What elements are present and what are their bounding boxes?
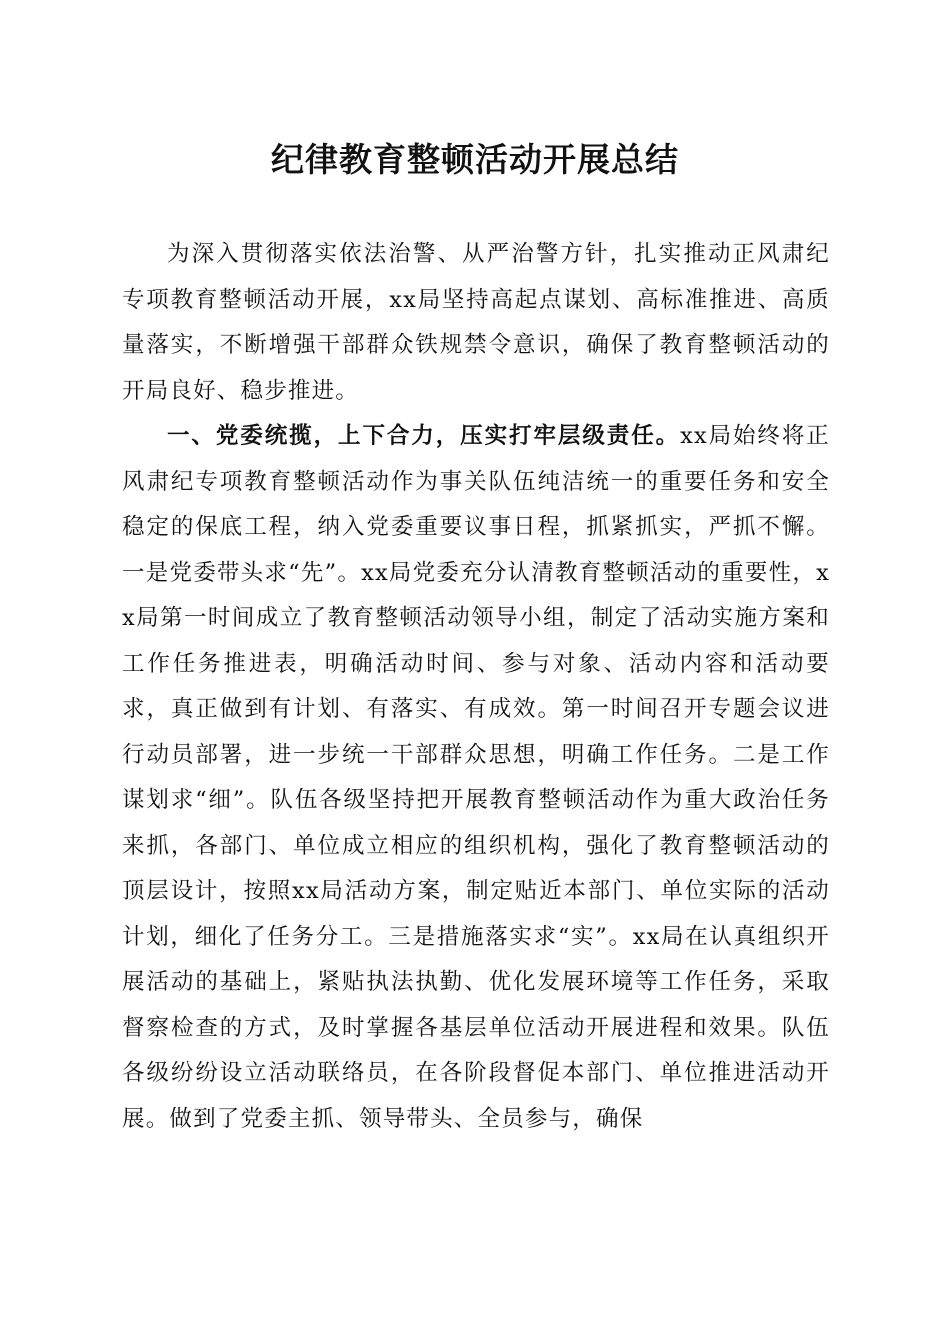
section-one-heading: 一、党委统揽，上下合力，压实打牢层级责任。: [167, 423, 681, 449]
document-body: [122, 232, 830, 1142]
section-one-text: xx局始终将正风肃纪专项教育整顿活动作为事关队伍纯洁统一的重要任务和安全稳定的保底工程，纳入党委重要议事日程，抓紧抓实，严抓不懈。一是党委带头求“先”。xx局党委充分认清教育整顿活动的重要性，xx局第一时间成立了教育整顿活动领导小组，制定了活动实施方案和工作任务推进表，明确活动时间、参与对象、活动内容和活动要求，真正做到有计划、有落实、有成效。第一时间召开专题会议进行动员部署，进一步统一干部群众思想，明确工作任务。二是工作谋划求“细”。队伍各级坚持把开展教育整顿活动作为重大政治任务来抓，各部门、单位成立相应的组织机构，强化了教育整顿活动的顶层设计，按照xx局活动方案，制定贴近本部门、单位实际的活动计划，细化了任务分工。三是措施落实求“实”。xx局在认真组织开展活动的基础上，紧贴执法执勤、优化发展环境等工作任务，采取督察检查的方式，及时掌握各基层单位活动开展进程和效果。队伍各级纷纷设立活动联络员，在各阶段督促本部门、单位推进活动开展。做到了党委主抓、领导带头、全员参与，确保: [122, 423, 830, 1132]
document-title: 纪律教育整顿活动开展总结: [271, 140, 679, 179]
intro-paragraph: [122, 232, 830, 414]
intro-paragraph-text: 为深入贯彻落实依法治警、从严治警方针，扎实推动正风肃纪专项教育整顿活动开展，xx局坚持高起点谋划、高标准推进、高质量落实，不断增强干部群众铁规禁令意识，确保了教育整顿活动的开局良好、稳步推进。: [122, 241, 830, 404]
section-one-paragraph: [122, 414, 830, 1142]
